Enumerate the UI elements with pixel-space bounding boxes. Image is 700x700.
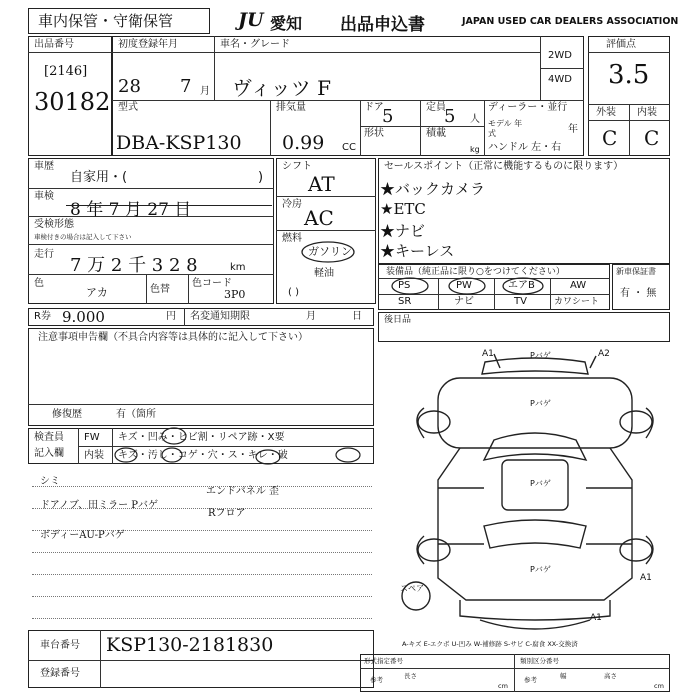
car-history-value: 自家用・(	[70, 170, 128, 185]
inspector-note-1: シミ	[40, 476, 60, 487]
ext-label: 外装	[596, 107, 616, 118]
damage-legend: A-キズ E-エクボ U-凹み W-補修跡 S-サビ C-腐食 XX-交換済	[402, 640, 578, 648]
lot-sub: [2146]	[44, 64, 88, 79]
inspector-note-5: Rフロア	[208, 508, 246, 519]
inspector-note-4: エンドパネル 歪	[206, 486, 279, 497]
receive-label: 受検形態	[34, 219, 74, 230]
lot-label: 出品番号	[34, 39, 74, 50]
diagram-hood-label: Pバゲ	[530, 399, 551, 408]
mileage-value: 7 万 2 千 3 2 8	[70, 255, 198, 276]
name-change-month: 月	[306, 311, 316, 322]
reg-month: 7	[180, 76, 192, 97]
car-history-close: )	[258, 170, 264, 185]
mileage-label: 走行	[34, 249, 54, 260]
color-label: 色	[34, 278, 44, 289]
history-box	[28, 158, 274, 304]
ref-label-2: 参考	[524, 676, 537, 684]
org-name: 愛知	[270, 14, 303, 33]
recycle-label: R券	[34, 311, 51, 322]
shift-label: シフト	[282, 161, 312, 172]
inspector-label-2: 記入欄	[34, 448, 64, 459]
length-cm: cm	[498, 682, 508, 690]
name-change-label: 名変通知期限	[190, 311, 250, 322]
equip-ps: PS	[398, 280, 411, 291]
fuel-circle	[300, 240, 356, 264]
diagram-roof-label: Pバゲ	[530, 479, 551, 488]
equip-seat: カワシート	[554, 297, 600, 307]
cc-unit: CC	[342, 142, 356, 153]
sales-point-4: ★キーレス	[380, 242, 455, 260]
inspector-circles	[110, 424, 370, 468]
first-reg-label: 初度登録年月	[118, 39, 178, 50]
car-name: ヴィッツ F	[232, 76, 332, 100]
month-unit: 月	[200, 86, 210, 97]
sales-point-1: ★バックカメラ	[380, 180, 486, 198]
width-label: 幅	[560, 672, 567, 680]
notes-label: 注意事項申告欄（不具合内容等は具体的に記入して下さい）	[38, 332, 308, 343]
rear-seat-box	[378, 312, 670, 342]
receive-note: 車検付きの場合は記入して下さい	[34, 233, 132, 241]
diagram-rear-label: Pバゲ	[530, 565, 551, 574]
shift-value: AT	[308, 172, 335, 196]
equip-navi: ナビ	[454, 296, 474, 307]
doc-subtitle: JAPAN USED CAR DEALERS ASSOCIATION	[462, 16, 679, 27]
color-code-value: 3P0	[224, 288, 246, 301]
length-label: 長さ	[404, 672, 417, 680]
int-label: 内装	[637, 107, 657, 118]
int-grade: C	[644, 126, 660, 150]
spare-label: スペア	[400, 584, 424, 593]
fuel-label: 燃料	[282, 233, 302, 244]
drive-2wd: 2WD	[548, 50, 572, 61]
chassis-value: KSP130-2181830	[106, 634, 274, 656]
sales-point-3: ★ナビ	[380, 222, 426, 240]
displacement-label: 排気量	[276, 102, 306, 113]
storage-label: 車内保管・守衛保管	[38, 12, 174, 30]
color-value: アカ	[86, 286, 108, 299]
km-unit: km	[230, 262, 246, 273]
model-label: 型式	[118, 102, 138, 113]
car-diagram	[390, 348, 680, 638]
sales-point-2: ★ETC	[380, 200, 426, 218]
sales-points-label: セールスポイント（正常に機能するものに限ります）	[384, 161, 624, 172]
interior-items: キズ・汚し・コゲ・穴・ス・キレ・破	[118, 450, 288, 461]
fuel-value: ガソリン	[308, 245, 352, 258]
capacity-label: 定員	[426, 102, 446, 113]
diagram-bumper-label: Pバゲ	[530, 351, 551, 360]
height-cm: cm	[654, 682, 664, 690]
warranty-label: 新車保証書	[616, 267, 656, 276]
model-year-label: モデル 年式	[488, 119, 523, 138]
doors-label: ドア	[364, 102, 384, 113]
ext-grade: C	[602, 126, 618, 150]
equip-circles	[390, 276, 550, 296]
diagram-a1-rear: A1	[590, 613, 602, 623]
handle-label: ハンドル 左・右	[488, 142, 562, 153]
shape-label: 形状	[364, 128, 384, 139]
doc-title: 出品申込書	[340, 15, 425, 35]
ac-value: AC	[304, 206, 334, 230]
height-label: 高さ	[604, 672, 617, 680]
inspector-note-3: ボディーAU-Pバゲ	[40, 530, 125, 541]
equip-airbag: エアB	[508, 280, 535, 291]
inspector-label-1: 検査員	[34, 432, 64, 443]
fw-label: FW	[84, 432, 100, 443]
fuel-paren: ( )	[288, 287, 299, 298]
inspection-value: 8 年 7 月 27 日	[70, 200, 192, 220]
chassis-label: 車台番号	[40, 640, 80, 651]
lot-number: 30182	[34, 88, 111, 116]
warranty-value: 有 ・ 無	[620, 288, 657, 299]
equip-aw: AW	[570, 280, 587, 291]
interior-label: 内装	[84, 450, 104, 461]
diagram-a2: A2	[598, 349, 610, 359]
equip-sr: SR	[398, 296, 412, 307]
reg-year: 28	[118, 76, 141, 97]
diagram-a1-right: A1	[640, 573, 652, 583]
capacity-unit: 人	[470, 114, 480, 125]
load-label: 積載	[426, 128, 446, 139]
kg-unit: kg	[470, 145, 480, 154]
year-unit: 年	[568, 124, 578, 135]
equip-pw: PW	[456, 280, 472, 291]
car-history-label: 車歴	[34, 161, 54, 172]
displacement-value: 0.99	[282, 132, 325, 154]
recycle-value: 9.000	[62, 308, 105, 326]
capacity-value: 5	[444, 106, 456, 127]
grade-label: 評価点	[606, 39, 636, 50]
repair-label: 修復歴	[52, 409, 82, 420]
equipment-label: 装備品（純正品に限り○をつけてください）	[386, 267, 565, 277]
model-value: DBA-KSP130	[116, 132, 242, 154]
color-code-label: 色コード	[192, 278, 232, 289]
diagram-a1-front: A1	[482, 349, 494, 359]
grade-score: 3.5	[608, 60, 650, 90]
plate-label: 登録番号	[40, 668, 80, 679]
recycle-yen: 円	[166, 311, 176, 322]
inspection-label: 車検	[34, 191, 54, 202]
fuel-alt: 軽油	[314, 268, 334, 279]
ref-label-1: 参考	[370, 676, 383, 684]
name-change-day: 日	[352, 311, 362, 322]
ju-logo: JU	[238, 9, 264, 31]
inspector-note-2: ドアノブ、田ミラー Pバゲ	[40, 500, 159, 511]
repair-value: 有（箇所	[116, 409, 156, 420]
class-label: 類別区分番号	[520, 657, 559, 665]
color-change-label: 色替	[150, 284, 170, 295]
doors-value: 5	[382, 106, 394, 127]
ac-label: 冷房	[282, 199, 302, 210]
drive-4wd: 4WD	[548, 74, 572, 85]
dealer-label: ディーラー・並行	[488, 102, 568, 113]
car-name-label: 車名・グレード	[220, 39, 290, 50]
fw-items: キズ・凹み・ヒビ割・リペア跡・X要	[118, 432, 285, 443]
spec-label: 形式指定番号	[364, 657, 403, 665]
equip-tv: TV	[514, 296, 527, 307]
rear-seat-label: 後日品	[384, 315, 412, 325]
